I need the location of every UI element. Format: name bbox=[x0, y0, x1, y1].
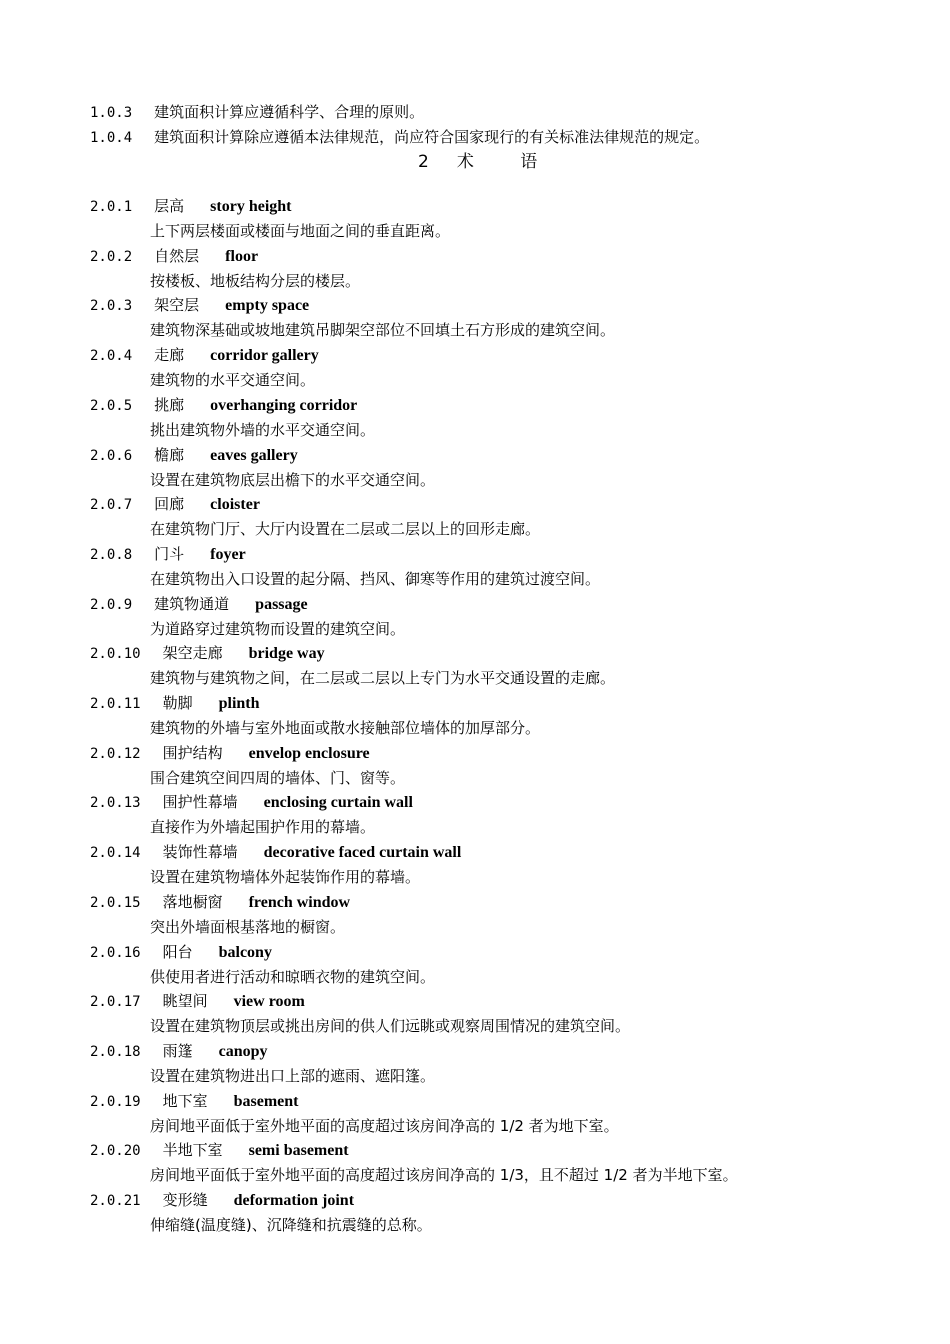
term-heading bbox=[90, 1140, 349, 1161]
section-heading bbox=[418, 151, 539, 173]
term-english: overhanging corridor bbox=[210, 397, 358, 414]
term-number: 2.0.7 bbox=[90, 497, 133, 513]
term-chinese: 地下室 bbox=[162, 1092, 208, 1110]
term-heading bbox=[90, 1190, 354, 1211]
term-definition: 设置在建筑物顶层或挑出房间的供人们远眺或观察周围情况的建筑空间。 bbox=[150, 1017, 631, 1035]
term-number: 2.0.8 bbox=[90, 547, 133, 563]
term-english: bridge way bbox=[248, 645, 325, 662]
term-chinese: 围护结构 bbox=[162, 744, 223, 762]
term-chinese: 回廊 bbox=[154, 495, 185, 513]
term-chinese: 挑廊 bbox=[154, 396, 185, 414]
term-definition: 围合建筑空间四周的墙体、门、窗等。 bbox=[150, 769, 406, 787]
term-english: corridor gallery bbox=[210, 347, 319, 364]
term-number: 2.0.13 bbox=[90, 795, 141, 811]
term-heading bbox=[90, 991, 305, 1012]
term-number: 2.0.14 bbox=[90, 845, 141, 861]
term-definition: 突出外墙面根基落地的橱窗。 bbox=[150, 918, 346, 936]
term-number: 2.0.20 bbox=[90, 1143, 141, 1159]
term-heading bbox=[90, 693, 260, 714]
term-definition: 伸缩缝(温度缝)、沉降缝和抗震缝的总称。 bbox=[150, 1216, 432, 1234]
term-chinese: 层高 bbox=[154, 197, 185, 215]
term-number: 2.0.16 bbox=[90, 945, 141, 961]
term-heading bbox=[90, 345, 319, 366]
term-definition: 在建筑物门厅、大厅内设置在二层或二层以上的回形走廊。 bbox=[150, 520, 541, 538]
term-chinese: 落地橱窗 bbox=[162, 893, 223, 911]
term-chinese: 围护性幕墙 bbox=[162, 793, 238, 811]
term-number: 2.0.9 bbox=[90, 597, 133, 613]
term-definition: 房间地平面低于室外地平面的高度超过该房间净高的 1/2 者为地下室。 bbox=[150, 1117, 619, 1135]
term-english: decorative faced curtain wall bbox=[263, 844, 462, 861]
clause-number: 1.0.4 bbox=[90, 130, 133, 146]
term-chinese: 勒脚 bbox=[162, 694, 193, 712]
term-heading bbox=[90, 743, 370, 764]
term-english: eaves gallery bbox=[210, 447, 298, 464]
term-definition: 建筑物深基础或坡地建筑吊脚架空部位不回填土石方形成的建筑空间。 bbox=[150, 321, 616, 339]
term-heading bbox=[90, 1041, 268, 1062]
term-definition: 供使用者进行活动和晾晒衣物的建筑空间。 bbox=[150, 968, 436, 986]
term-english: plinth bbox=[218, 695, 260, 712]
term-chinese: 门斗 bbox=[154, 545, 185, 563]
term-english: canopy bbox=[218, 1043, 268, 1060]
term-chinese: 自然层 bbox=[154, 247, 200, 265]
term-definition: 上下两层楼面或楼面与地面之间的垂直距离。 bbox=[150, 222, 451, 240]
term-definition: 建筑物的水平交通空间。 bbox=[150, 371, 316, 389]
term-english: floor bbox=[225, 248, 259, 265]
term-heading bbox=[90, 494, 260, 515]
term-number: 2.0.6 bbox=[90, 448, 133, 464]
term-heading bbox=[90, 295, 309, 316]
term-definition: 为道路穿过建筑物而设置的建筑空间。 bbox=[150, 620, 406, 638]
term-english: story height bbox=[210, 198, 292, 215]
term-chinese: 装饰性幕墙 bbox=[162, 843, 238, 861]
term-definition: 设置在建筑物底层出檐下的水平交通空间。 bbox=[150, 471, 436, 489]
term-definition: 建筑物的外墙与室外地面或散水接触部位墙体的加厚部分。 bbox=[150, 719, 541, 737]
term-english: empty space bbox=[225, 297, 310, 314]
term-heading bbox=[90, 544, 246, 565]
term-chinese: 檐廊 bbox=[154, 446, 185, 464]
term-english: envelop enclosure bbox=[248, 745, 370, 762]
section-number: 2 bbox=[418, 152, 431, 172]
term-english: balcony bbox=[218, 944, 272, 961]
term-heading bbox=[90, 892, 350, 913]
term-english: enclosing curtain wall bbox=[263, 794, 413, 811]
term-heading bbox=[90, 246, 258, 267]
section-title: 术 语 bbox=[456, 152, 540, 172]
term-number: 2.0.3 bbox=[90, 298, 133, 314]
term-definition: 在建筑物出入口设置的起分隔、挡风、御寒等作用的建筑过渡空间。 bbox=[150, 570, 601, 588]
term-number: 2.0.1 bbox=[90, 199, 133, 215]
clause-text: 建筑面积计算应遵循科学、合理的原则。 bbox=[154, 103, 425, 121]
term-chinese: 架空走廊 bbox=[162, 644, 223, 662]
term-heading bbox=[90, 196, 292, 217]
term-english: passage bbox=[255, 596, 308, 613]
term-english: french window bbox=[248, 894, 351, 911]
term-heading bbox=[90, 1091, 298, 1112]
term-chinese: 走廊 bbox=[154, 346, 185, 364]
term-number: 2.0.18 bbox=[90, 1044, 141, 1060]
term-heading bbox=[90, 792, 413, 813]
term-english: cloister bbox=[210, 496, 260, 513]
term-number: 2.0.5 bbox=[90, 398, 133, 414]
term-chinese: 建筑物通道 bbox=[154, 595, 230, 613]
term-english: semi basement bbox=[248, 1142, 349, 1159]
term-heading bbox=[90, 842, 461, 863]
term-chinese: 眺望间 bbox=[162, 992, 208, 1010]
term-definition: 直接作为外墙起围护作用的幕墙。 bbox=[150, 818, 376, 836]
clause-text: 建筑面积计算除应遵循本法律规范，尚应符合国家现行的有关标准法律规范的规定。 bbox=[154, 128, 710, 146]
term-number: 2.0.2 bbox=[90, 249, 133, 265]
term-english: basement bbox=[233, 1093, 299, 1110]
term-number: 2.0.11 bbox=[90, 696, 141, 712]
term-chinese: 雨篷 bbox=[162, 1042, 193, 1060]
term-number: 2.0.21 bbox=[90, 1193, 141, 1209]
term-heading bbox=[90, 395, 357, 416]
term-definition: 设置在建筑物进出口上部的遮雨、遮阳篷。 bbox=[150, 1067, 436, 1085]
term-english: foyer bbox=[210, 546, 246, 563]
term-number: 2.0.12 bbox=[90, 746, 141, 762]
term-english: deformation joint bbox=[233, 1192, 355, 1209]
term-number: 2.0.4 bbox=[90, 348, 133, 364]
term-chinese: 阳台 bbox=[162, 943, 193, 961]
term-definition: 按楼板、地板结构分层的楼层。 bbox=[150, 272, 361, 290]
term-number: 2.0.10 bbox=[90, 646, 141, 662]
term-heading bbox=[90, 643, 325, 664]
term-number: 2.0.19 bbox=[90, 1094, 141, 1110]
term-definition: 建筑物与建筑物之间，在二层或二层以上专门为水平交通设置的走廊。 bbox=[150, 669, 616, 687]
term-heading bbox=[90, 445, 298, 466]
term-chinese: 半地下室 bbox=[162, 1141, 223, 1159]
term-definition: 挑出建筑物外墙的水平交通空间。 bbox=[150, 421, 376, 439]
term-definition: 设置在建筑物墙体外起装饰作用的幕墙。 bbox=[150, 868, 421, 886]
term-heading bbox=[90, 594, 308, 615]
term-chinese: 变形缝 bbox=[162, 1191, 208, 1209]
clause-line bbox=[90, 102, 424, 123]
term-english: view room bbox=[233, 993, 305, 1010]
term-heading bbox=[90, 942, 272, 963]
term-number: 2.0.15 bbox=[90, 895, 141, 911]
term-definition: 房间地平面低于室外地平面的高度超过该房间净高的 1/3，且不超过 1/2 者为半地下室。 bbox=[150, 1166, 738, 1184]
term-chinese: 架空层 bbox=[154, 296, 200, 314]
clause-line bbox=[90, 127, 709, 148]
clause-number: 1.0.3 bbox=[90, 105, 133, 121]
term-number: 2.0.17 bbox=[90, 994, 141, 1010]
